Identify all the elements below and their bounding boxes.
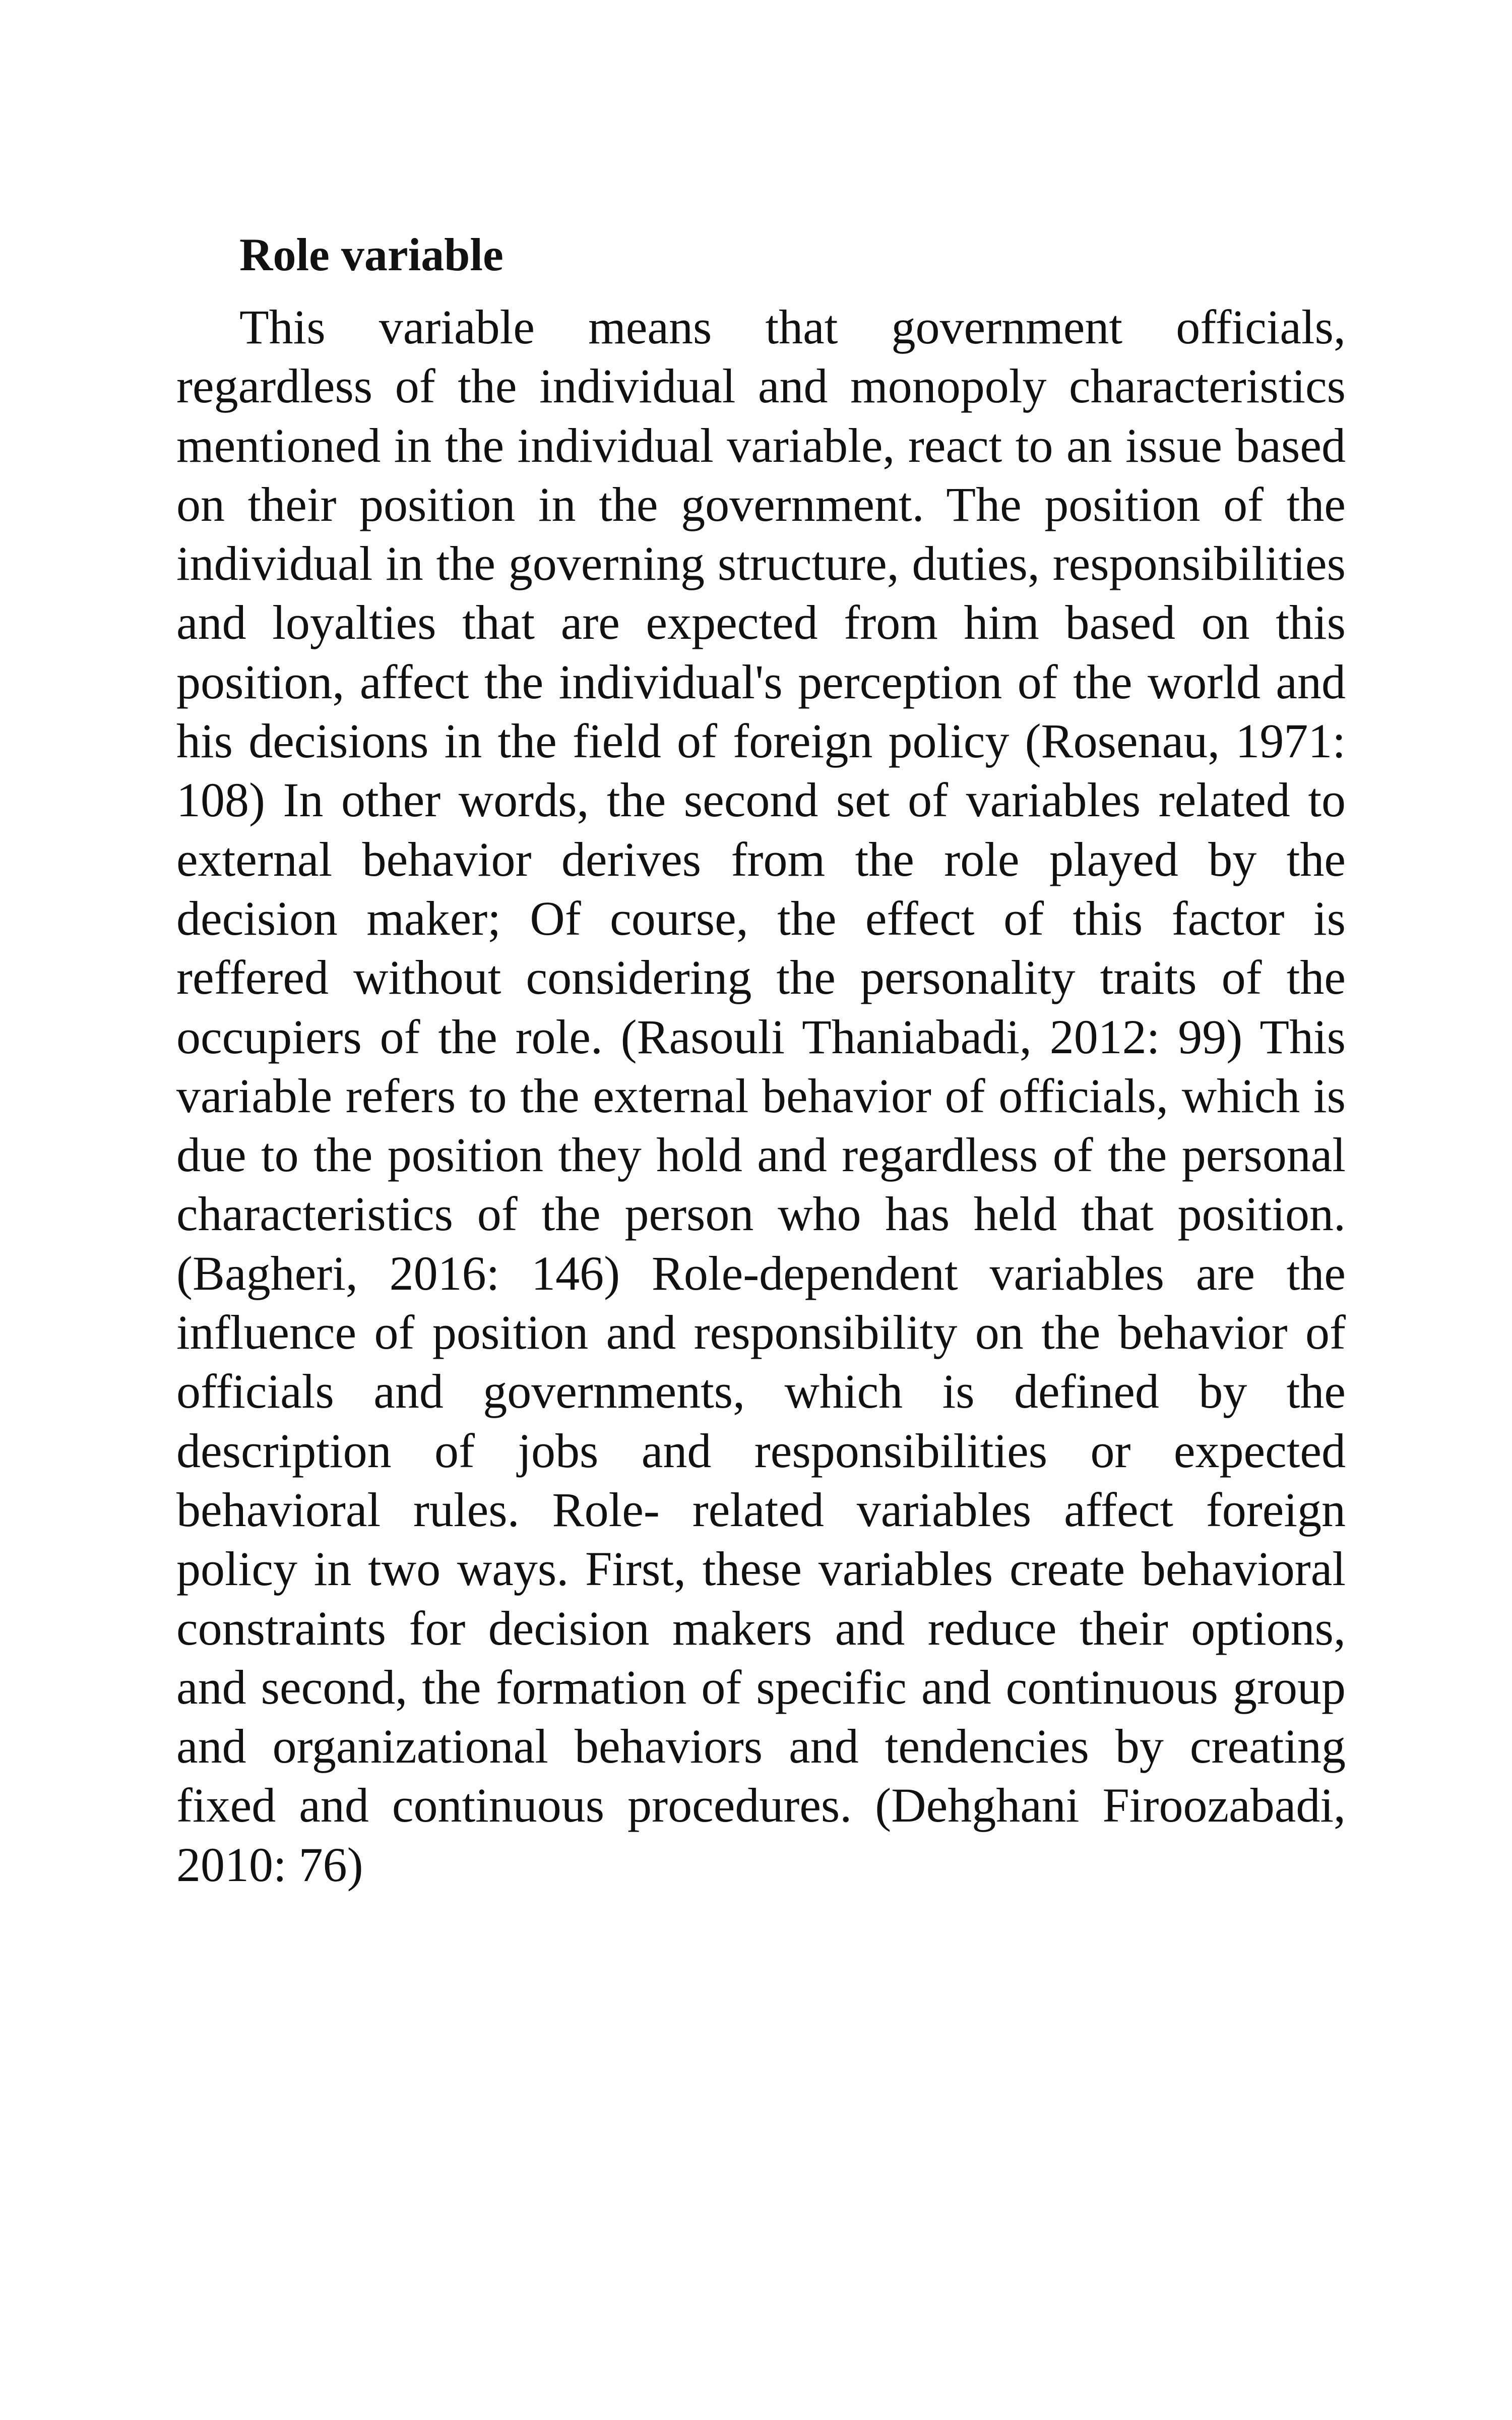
text-block	[176, 222, 1346, 1894]
body-paragraph: This variable means that government officials, regardless of the individual and monopoly characteristics mentioned in the individual variable, react to an issue based on their position in the government. The position of the individual in the governing structure, duties, responsibilities and loyalties that are expected from him based on this position, affect the individual's perception of the world and his decisions in the field of foreign policy (Rosenau, 1971: 108) In other words, the second set of variables related to external behavior derives from the role played by the decision maker; Of course, the effect of this factor is reffered without considering the personality traits of the occupiers of the role. (Rasouli Thaniabadi, 2012: 99) This variable refers to the external behavior of officials, which is due to the position they hold and regardless of the personal characteristics of the person who has held that position. (Bagheri, 2016: 146) Role-dependent variables are the influence of position and responsibility on the behavior of officials and governments, which is defined by the description of jobs and responsibilities or expected behavioral rules. Role- related variables affect foreign policy in two ways. First, these variables create behavioral constraints for decision makers and reduce their options, and second, the formation of specific and continuous group and organizational behaviors and tendencies by creating fixed and continuous procedures. (Dehghani Firoozabadi, 2010: 76)	[176, 300, 1346, 1892]
section-heading: Role variable	[239, 229, 503, 280]
